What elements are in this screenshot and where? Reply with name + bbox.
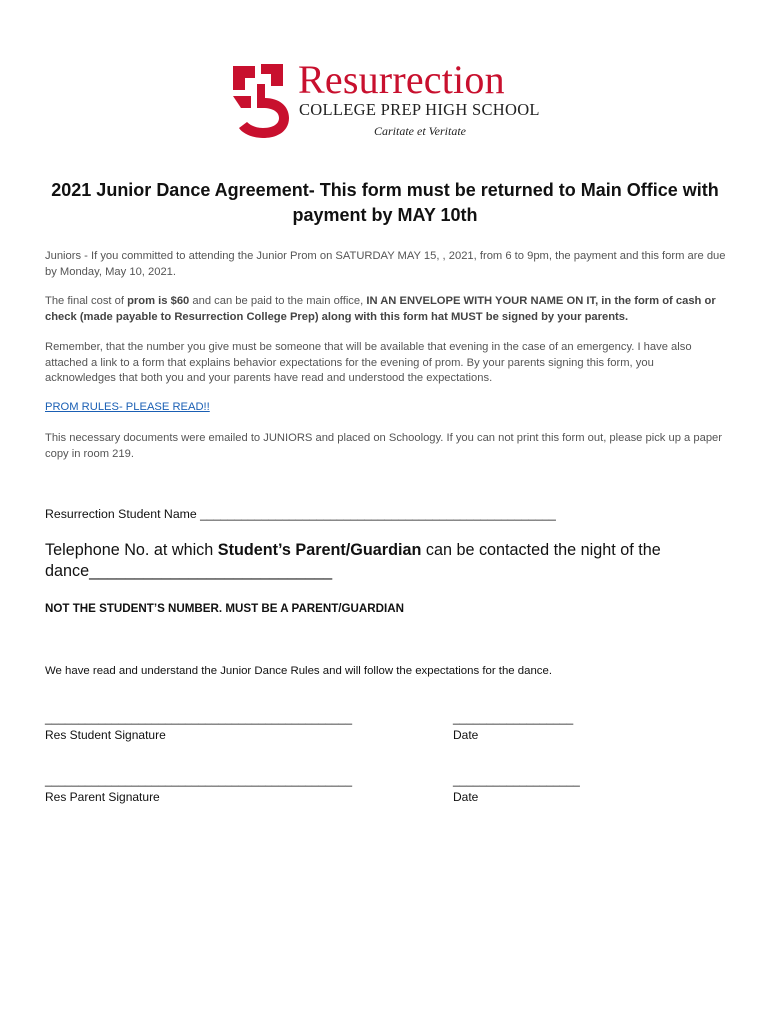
phone-text-2: can be contacted the night of the dance___________________________ bbox=[45, 541, 661, 580]
student-date-line[interactable]: __________________ bbox=[453, 711, 574, 725]
student-date-label: Date bbox=[453, 728, 479, 742]
cost-text-1: The final cost of bbox=[45, 295, 128, 307]
logo-name: Resurrection bbox=[298, 57, 505, 102]
cross-emblem-icon bbox=[231, 62, 293, 138]
parent-phone-field[interactable] bbox=[45, 540, 725, 582]
phone-text-1: Telephone No. at which bbox=[45, 541, 218, 559]
student-signature-line[interactable]: ______________________________________________ bbox=[45, 711, 352, 725]
logo-motto: Caritate et Veritate bbox=[374, 124, 466, 138]
prom-rules-link[interactable]: PROM RULES- PLEASE READ!! bbox=[45, 401, 210, 413]
cost-price: prom is $60 bbox=[127, 295, 190, 307]
emergency-paragraph: Remember, that the number you give must be someone that will be available that evening in the case of an emergency. I have also attached a link to a form that explains behavior expectations for the evening of prom. By your parents signing this form, you acknowledges that both you and your parents have read and understood the expectations. bbox=[45, 341, 692, 384]
parent-date-label: Date bbox=[453, 790, 479, 804]
intro-paragraph: Juniors - If you committed to attending the Junior Prom on SATURDAY MAY 15, , 2021, from 6 to 9pm, the payment and this form are due by Monday, May 10, 2021. bbox=[45, 250, 726, 278]
phone-guardian: Student’s Parent/Guardian bbox=[217, 541, 422, 559]
cost-instructions: IN AN ENVELOPE WITH YOUR NAME ON IT, in the form of cash or check (made payable to Resurrection College Prep) along with this form hat MUST be signed by your parents. bbox=[45, 295, 716, 323]
student-signature-label: Res Student Signature bbox=[45, 728, 166, 742]
student-name-field[interactable]: Resurrection Student Name ____________________________________________________ bbox=[45, 507, 556, 521]
school-logo bbox=[231, 57, 551, 142]
parent-date-line[interactable]: ___________________ bbox=[453, 773, 580, 787]
parent-number-warning: NOT THE STUDENT’S NUMBER. MUST BE A PARENT/GUARDIAN bbox=[45, 602, 404, 615]
parent-signature-line[interactable]: ______________________________________________ bbox=[45, 773, 352, 787]
cost-text-2: and can be paid to the main office, bbox=[189, 295, 367, 307]
documents-paragraph: This necessary documents were emailed to JUNIORS and placed on Schoology. If you can not print this form out, please pick up a paper copy in room 219. bbox=[45, 432, 722, 460]
cost-paragraph bbox=[45, 294, 727, 325]
logo-subtitle: COLLEGE PREP HIGH SCHOOL bbox=[299, 100, 540, 119]
agreement-statement: We have read and understand the Junior Dance Rules and will follow the expectations for the dance. bbox=[45, 665, 552, 677]
form-title: 2021 Junior Dance Agreement- This form must be returned to Main Office with payment by MAY 10th bbox=[51, 180, 719, 225]
parent-signature-label: Res Parent Signature bbox=[45, 790, 160, 804]
